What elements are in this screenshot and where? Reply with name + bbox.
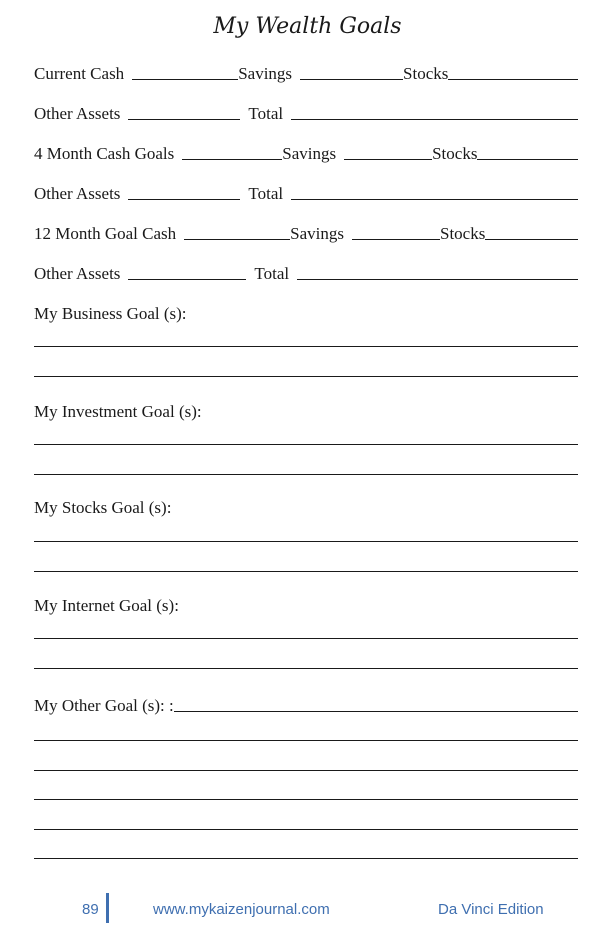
- other-goal-label: My Other Goal (s): :: [34, 696, 174, 715]
- internet-goal-heading: [34, 594, 578, 616]
- investment-goal-label: My Investment Goal (s):: [34, 402, 202, 421]
- internet-goal-label: My Internet Goal (s):: [34, 596, 179, 615]
- current-cash-label: Current Cash: [34, 64, 125, 83]
- internet-goal-line-2[interactable]: [34, 668, 578, 669]
- other-goal-heading: [34, 694, 578, 716]
- current-savings-blank[interactable]: [300, 79, 403, 80]
- four-month-savings-label: Savings: [282, 144, 337, 163]
- stocks-goal-line-2[interactable]: [34, 571, 578, 572]
- twelve-month-row: [34, 222, 578, 244]
- other-goal-inline-blank[interactable]: [174, 711, 578, 712]
- four-month-cash-blank[interactable]: [182, 159, 282, 160]
- other-goal-line-4[interactable]: [34, 829, 578, 830]
- four-month-assets-row: [34, 182, 578, 204]
- twelve-month-total-label: Total: [254, 264, 290, 283]
- stocks-goal-heading: [34, 496, 578, 518]
- other-goal-line-1[interactable]: [34, 740, 578, 741]
- other-goal-line-2[interactable]: [34, 770, 578, 771]
- current-savings-label: Savings: [238, 64, 293, 83]
- investment-goal-line-2[interactable]: [34, 474, 578, 475]
- business-goal-line-2[interactable]: [34, 376, 578, 377]
- current-stocks-blank[interactable]: [448, 79, 578, 80]
- investment-goal-line-1[interactable]: [34, 444, 578, 445]
- twelve-month-label: 12 Month Goal Cash: [34, 224, 177, 243]
- twelve-month-assets-row: [34, 262, 578, 284]
- four-month-stocks-blank[interactable]: [477, 159, 578, 160]
- footer-website: www.mykaizenjournal.com: [153, 900, 330, 918]
- footer-divider: [106, 893, 109, 923]
- business-goal-label: My Business Goal (s):: [34, 304, 187, 323]
- current-other-assets-blank[interactable]: [128, 119, 240, 120]
- page-title: My Wealth Goals: [213, 14, 402, 39]
- business-goal-heading: [34, 302, 578, 324]
- investment-goal-heading: [34, 400, 578, 422]
- four-month-total-label: Total: [248, 184, 284, 203]
- four-month-label: 4 Month Cash Goals: [34, 144, 175, 163]
- four-month-stocks-label: Stocks: [432, 144, 478, 163]
- twelve-month-savings-blank[interactable]: [352, 239, 440, 240]
- twelve-month-cash-blank[interactable]: [184, 239, 290, 240]
- current-total-label: Total: [248, 104, 284, 123]
- stocks-goal-line-1[interactable]: [34, 541, 578, 542]
- business-goal-line-1[interactable]: [34, 346, 578, 347]
- current-assets-row: [34, 102, 578, 124]
- four-month-other-assets-blank[interactable]: [128, 199, 240, 200]
- current-cash-blank[interactable]: [132, 79, 238, 80]
- twelve-month-other-assets-blank[interactable]: [128, 279, 246, 280]
- twelve-month-stocks-blank[interactable]: [485, 239, 578, 240]
- stocks-goal-label: My Stocks Goal (s):: [34, 498, 172, 517]
- current-stocks-label: Stocks: [403, 64, 449, 83]
- four-month-total-blank[interactable]: [291, 199, 578, 200]
- four-month-savings-blank[interactable]: [344, 159, 432, 160]
- twelve-month-total-blank[interactable]: [297, 279, 578, 280]
- other-goal-line-5[interactable]: [34, 858, 578, 859]
- twelve-month-stocks-label: Stocks: [439, 224, 486, 243]
- footer-edition: Da Vinci Edition: [438, 900, 544, 918]
- twelve-month-other-assets-label: Other Assets: [34, 264, 121, 283]
- current-other-assets-label: Other Assets: [34, 104, 121, 123]
- four-month-row: [34, 142, 578, 164]
- other-goal-line-3[interactable]: [34, 799, 578, 800]
- internet-goal-line-1[interactable]: [34, 638, 578, 639]
- current-row: [34, 62, 578, 84]
- four-month-other-assets-label: Other Assets: [34, 184, 121, 203]
- page-number: 89: [82, 900, 99, 918]
- twelve-month-savings-label: Savings: [290, 224, 344, 243]
- current-total-blank[interactable]: [291, 119, 578, 120]
